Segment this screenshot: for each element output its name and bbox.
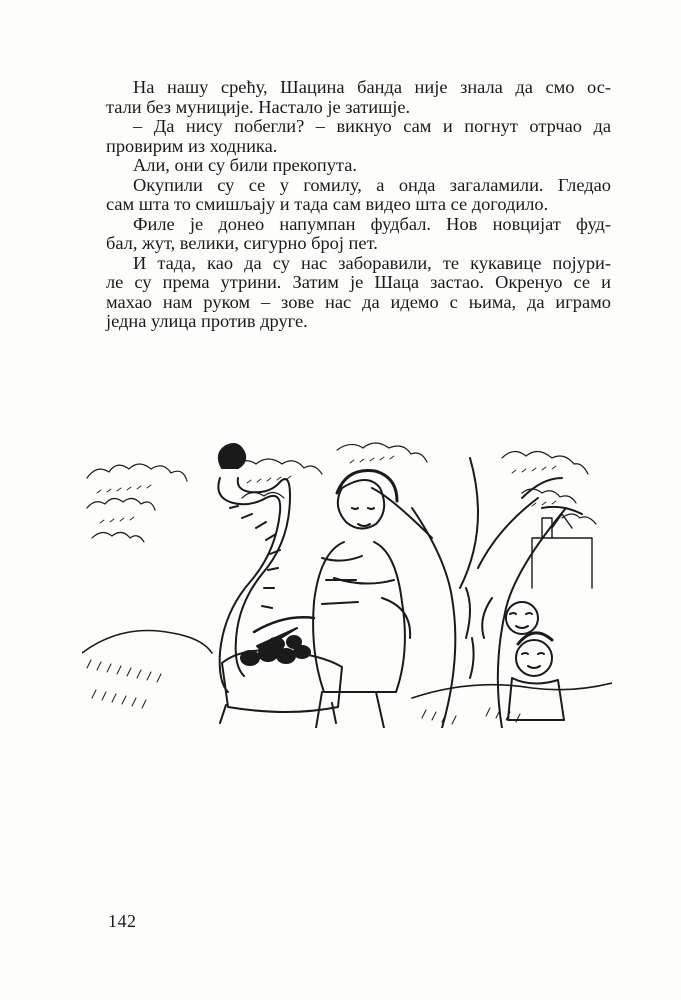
ground-line xyxy=(82,631,212,654)
text-line: тали без муниције. Настало је затишје. xyxy=(106,96,411,117)
chestnut-stove xyxy=(220,636,342,723)
text-line: сам шта то смишљају и тада сам видео шта се догодило. xyxy=(106,194,549,214)
peeking-kids xyxy=(506,602,564,720)
foliage-texture xyxy=(97,456,556,523)
paragraph-5 xyxy=(106,215,611,254)
paragraph-2 xyxy=(106,117,611,156)
vendor-figure xyxy=(254,470,410,728)
paragraph-6 xyxy=(106,254,611,332)
body-text xyxy=(106,78,611,332)
text-line: једна улица против друге. xyxy=(106,311,308,331)
text-line: бал, жут, велики, сигурно број пет. xyxy=(106,233,378,253)
text-line: ле су према утрини. Затим је Шаца застао. Окренуо се и xyxy=(106,272,611,292)
text-line: И тада, као да су нас заборавили, те кукавице појури- xyxy=(133,252,611,273)
paragraph-4 xyxy=(106,176,611,215)
grass-hatching xyxy=(87,660,520,724)
text-line: Окупили су се у гомилу, а онда загаламили. Гледао xyxy=(133,174,611,195)
foliage xyxy=(87,443,596,542)
paragraph-3 xyxy=(106,156,611,176)
text-line: Али, они су били прекопута. xyxy=(133,155,357,175)
ink-illustration xyxy=(82,438,612,728)
text-line: махао нам руком – зове нас да идемо с њима, да играмо xyxy=(106,291,611,312)
text-line: Филе је донео напумпан фудбал. Нов новцијат фуд- xyxy=(133,213,611,234)
tree xyxy=(372,458,582,728)
text-line: На нашу срећу, Шацина банда није знала да смо ос- xyxy=(133,77,611,97)
text-line: – Да нису побегли? – викнуо сам и погнут отрчао да xyxy=(133,116,611,136)
house xyxy=(532,514,592,588)
page-number: 142 xyxy=(108,911,137,931)
text-line: провирим из ходника. xyxy=(106,135,278,156)
paragraph-1 xyxy=(106,78,611,117)
